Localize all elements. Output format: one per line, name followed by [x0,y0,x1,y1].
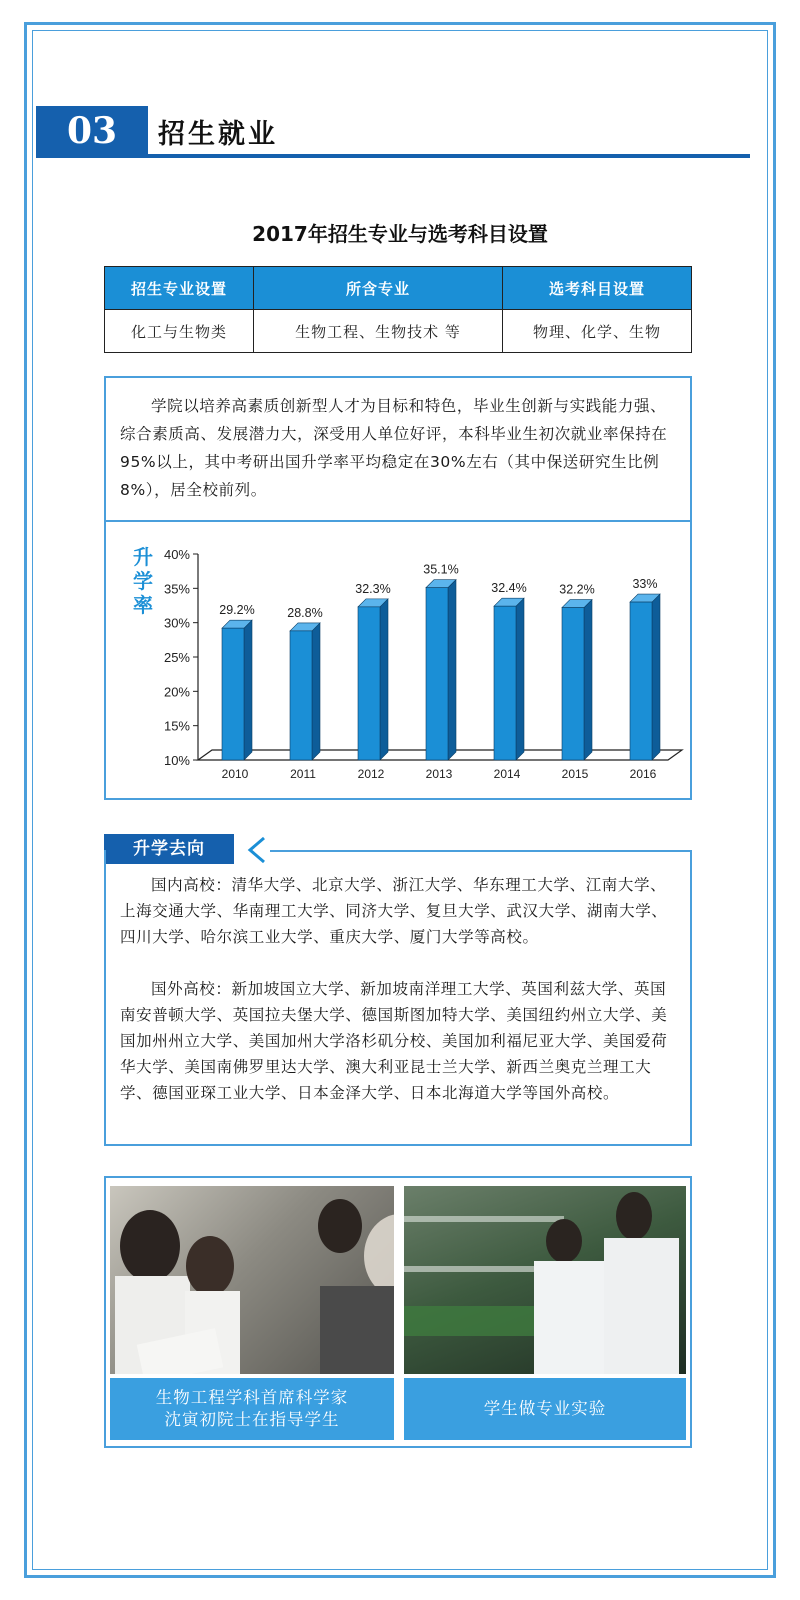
y-tick-label: 25% [163,650,190,665]
photo-lab-experiment [404,1186,686,1374]
bar-data-label: 35.1% [423,562,459,577]
table-title: 2017年招生专业与选考科目设置 [252,222,548,246]
major-table [104,266,692,353]
y-tick-label: 15% [163,718,190,734]
x-tick-label: 2012 [357,767,385,781]
bar-data-label: 32.4% [491,581,527,596]
bar-data-label: 33% [632,577,658,592]
bar [630,602,652,760]
section-rule [36,154,750,158]
domestic-universities: 国内高校：清华大学、北京大学、浙江大学、华东理工大学、江南大学、上海交通大学、华南理工大学、同济大学、复旦大学、武汉大学、湖南大学、四川大学、哈尔滨工业大学、重庆大学、厦门大学等高校。 [120,876,668,946]
caption-line-2: 沈寅初院士在指导学生 [164,1410,340,1429]
cell-major-setting: 化工与生物类 [105,310,254,353]
table-row [105,310,692,353]
y-tick-label: 30% [163,615,190,631]
bar-side [380,599,388,760]
bar [290,631,312,760]
y-tick-label: 20% [163,684,190,700]
section-title: 招生就业 [158,119,278,150]
overseas-universities: 国外高校：新加坡国立大学、新加坡南洋理工大学、英国利兹大学、英国南安普顿大学、英国拉夫堡大学、德国斯图加特大学、美国纽约州立大学、美国加州州立大学、美国加州大学洛杉矶分校、美国加利福尼亚大学、美国爱荷华大学、美国南佛罗里达大学、澳大利亚昆士兰大学、新西兰奥克兰理工大学、德国亚琛工业大学、日本金泽大学、日本北海道大学等国外高校。 [120,980,668,1102]
bar-side [312,623,320,760]
enrollment-rate-chart [150,540,690,790]
photo-academician-guiding [110,1186,394,1374]
bar [426,588,448,760]
bar-side [516,598,524,760]
bar-data-label: 32.2% [559,582,595,597]
table-header-row [105,267,692,310]
bar-side [584,600,592,760]
header-subject-setting: 选考科目设置 [503,267,692,310]
bar-data-label: 32.3% [355,581,391,596]
y-tick-label: 35% [163,581,190,597]
caption-line-1: 生物工程学科首席科学家 [155,1388,349,1407]
header-major-setting: 招生专业设置 [105,267,254,310]
y-tick-label: 10% [163,753,190,768]
photo-caption-academician [110,1378,394,1440]
bar-side [652,594,660,760]
x-tick-label: 2011 [290,767,316,781]
x-tick-label: 2010 [221,767,249,781]
bar-side [448,580,456,760]
y-tick-label: 40% [163,547,190,562]
bar-data-label: 29.2% [219,603,255,618]
cell-included-majors: 生物工程、生物技术 等 [254,310,503,353]
x-tick-label: 2016 [629,767,657,781]
photo-caption-experiment: 学生做专业实验 [404,1378,686,1440]
x-tick-label: 2014 [493,767,521,781]
x-tick-label: 2013 [425,767,453,781]
bar-data-label: 28.8% [287,605,323,620]
cell-subject-setting: 物理、化学、生物 [503,310,692,353]
bar [494,606,516,760]
bar [222,628,244,760]
intro-divider [104,520,692,522]
destinations-heading: 升学去向 [104,834,234,864]
intro-paragraph: 学院以培养高素质创新型人才为目标和特色，毕业生创新与实践能力强、综合素质高、发展潜力大，深受用人单位好评，本科毕业生初次就业率保持在95%以上，其中考研出国升学率平均稳定在30%左右（其中保送研究生比例8%），居全校前列。 [120,397,668,499]
chart-y-label: 升学率 [133,545,153,617]
bar-side [244,620,252,760]
header-included-majors: 所含专业 [254,267,503,310]
section-number: 03 [36,106,148,156]
x-tick-label: 2015 [561,767,589,781]
bar [562,608,584,760]
bar [358,607,380,760]
